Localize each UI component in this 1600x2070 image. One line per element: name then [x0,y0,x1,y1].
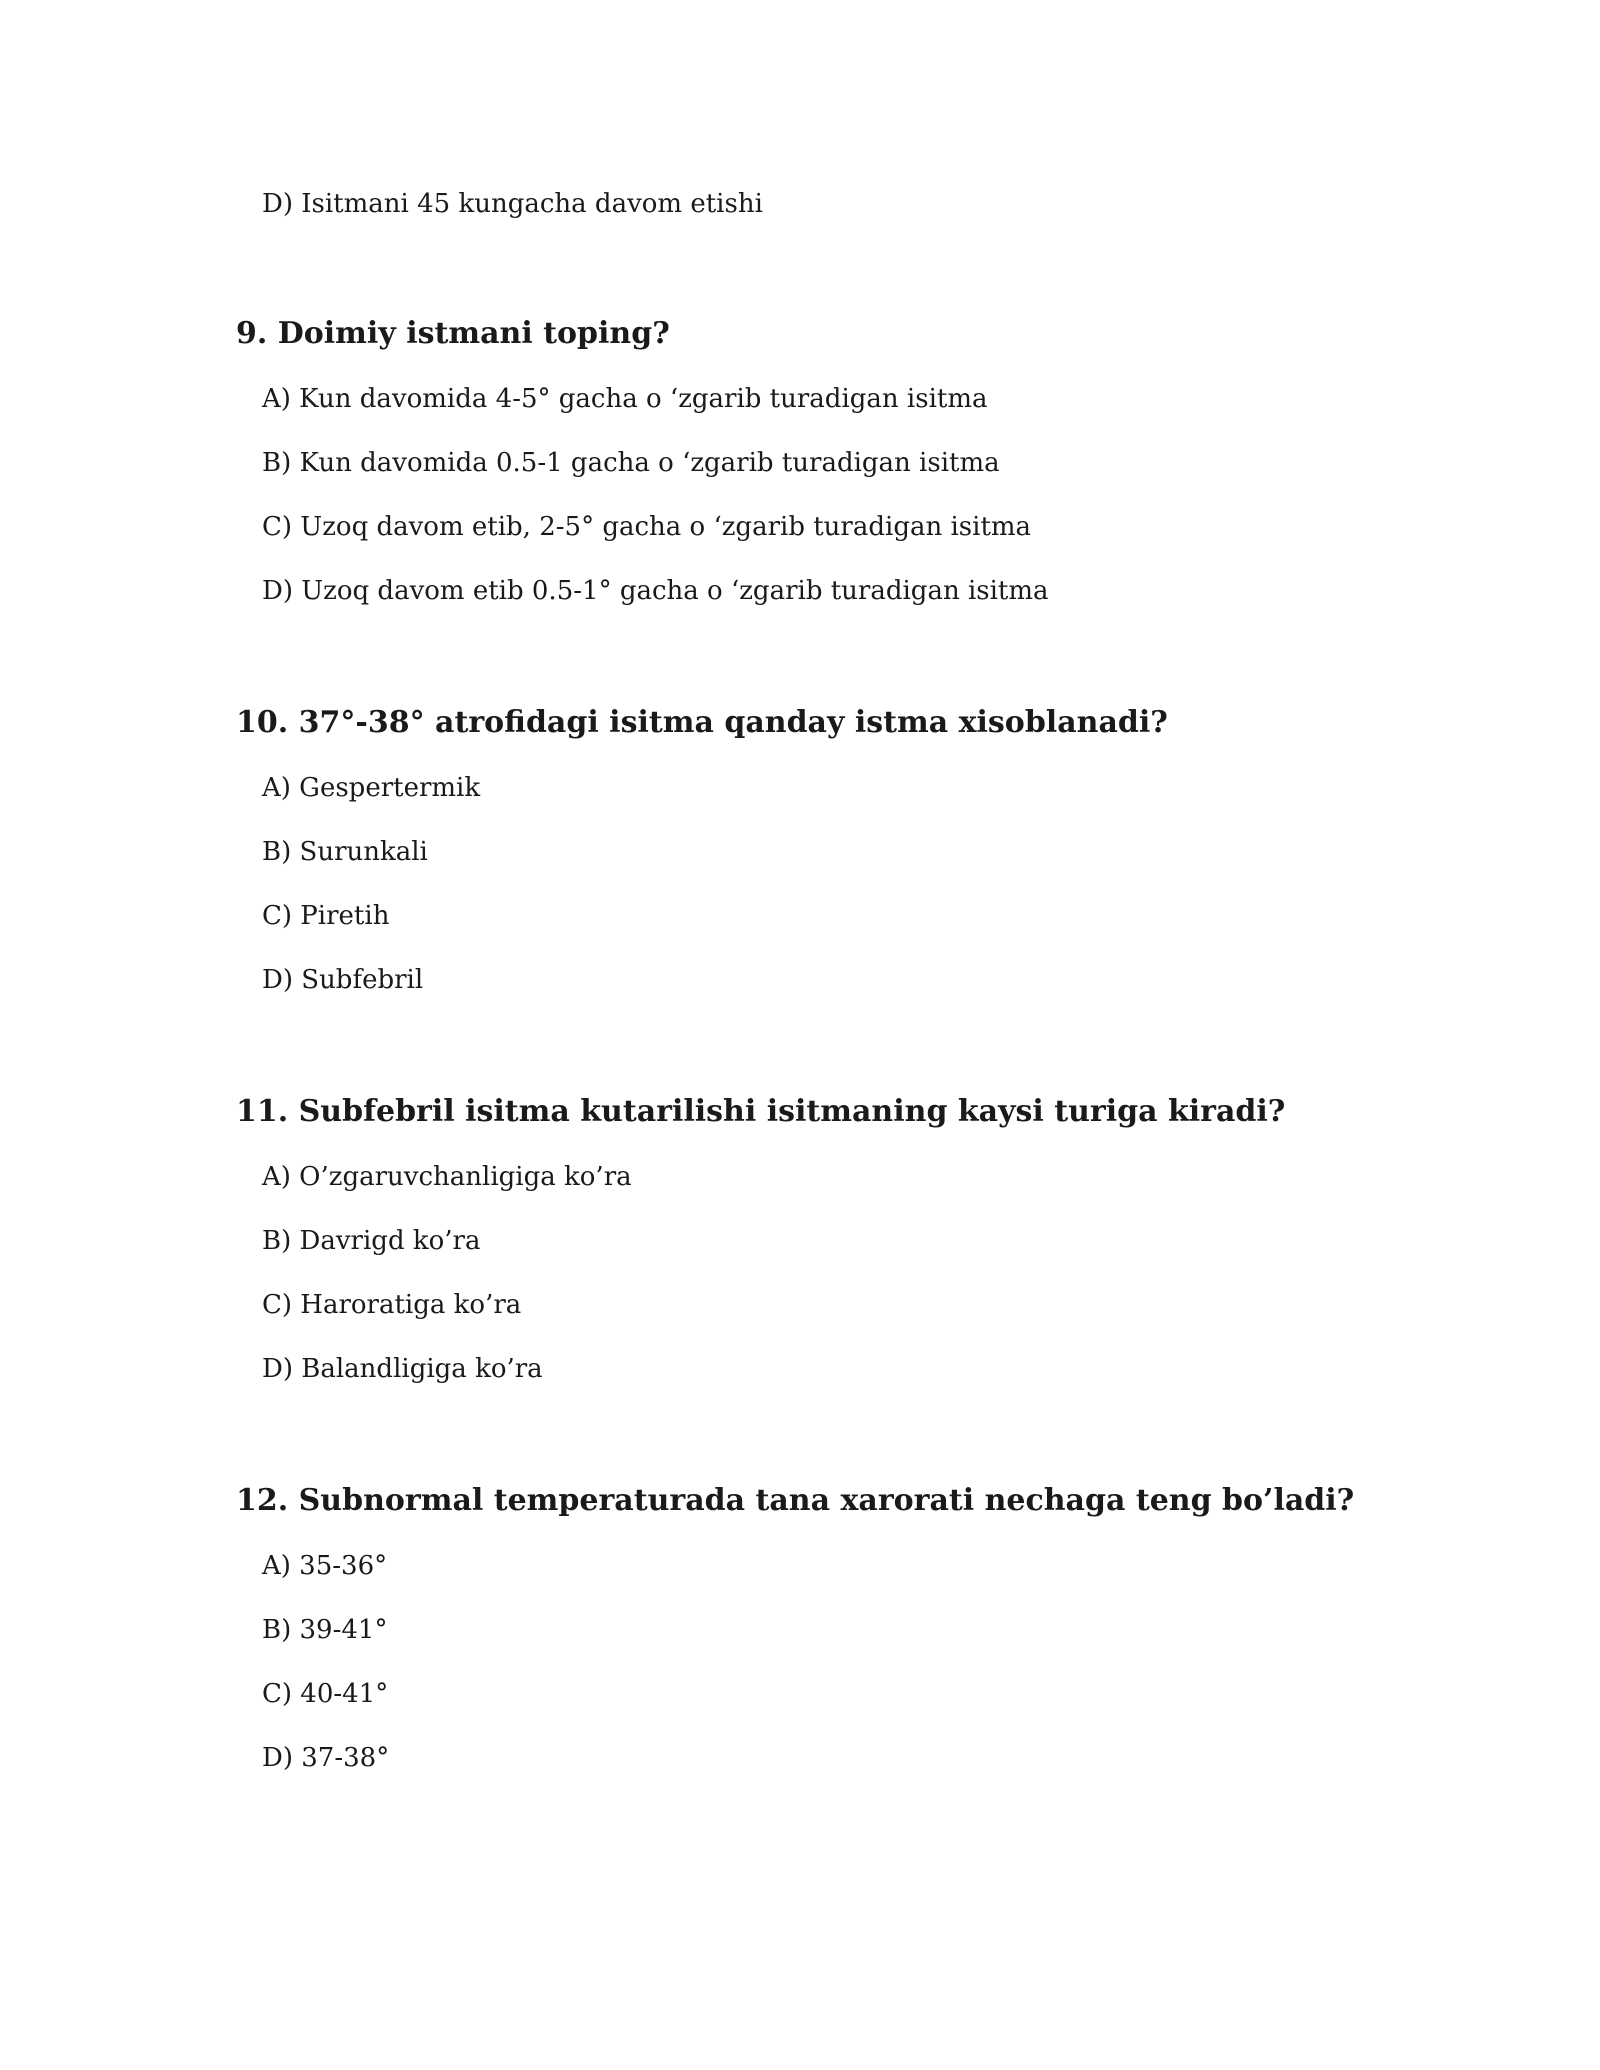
option-prev-d: D) Isitmani 45 kungacha davom etishi [262,189,763,219]
question-9-option-a: A) Kun davomida 4-5° gacha o ‘zgarib turadigan isitma [262,384,988,414]
question-12-option-a: A) 35-36° [262,1551,388,1581]
question-12-option-d: D) 37-38° [262,1743,390,1773]
question-11-option-a: A) O’zgaruvchanligiga ko’ra [262,1162,632,1192]
question-10-option-b: B) Surunkali [262,837,428,867]
question-10-option-d: D) Subfebril [262,965,424,995]
question-10-option-c: C) Piretih [262,901,390,931]
question-9-option-b: B) Kun davomida 0.5-1 gacha o ‘zgarib turadigan isitma [262,448,1000,478]
question-9-option-c: C) Uzoq davom etib, 2-5° gacha o ‘zgarib turadigan isitma [262,512,1032,542]
question-10-option-a: A) Gespertermik [262,773,481,803]
question-10-title: 10. 37°-38° atrofidagi isitma qanday istma xisoblanadi? [236,705,1168,740]
question-12-option-b: B) 39-41° [262,1615,388,1645]
question-12-title: 12. Subnormal temperaturada tana xarorati nechaga teng bo’ladi? [236,1483,1355,1518]
question-9-title: 9. Doimiy istmani toping? [236,316,670,351]
question-11-option-d: D) Balandligiga ko’ra [262,1354,543,1384]
question-11-option-c: C) Haroratiga ko’ra [262,1290,522,1320]
question-11-title: 11. Subfebril isitma kutarilishi isitmaning kaysi turiga kiradi? [236,1094,1286,1129]
question-12-option-c: C) 40-41° [262,1679,389,1709]
question-9-option-d: D) Uzoq davom etib 0.5-1° gacha o ‘zgarib turadigan isitma [262,576,1049,606]
question-11-option-b: B) Davrigd ko’ra [262,1226,481,1256]
